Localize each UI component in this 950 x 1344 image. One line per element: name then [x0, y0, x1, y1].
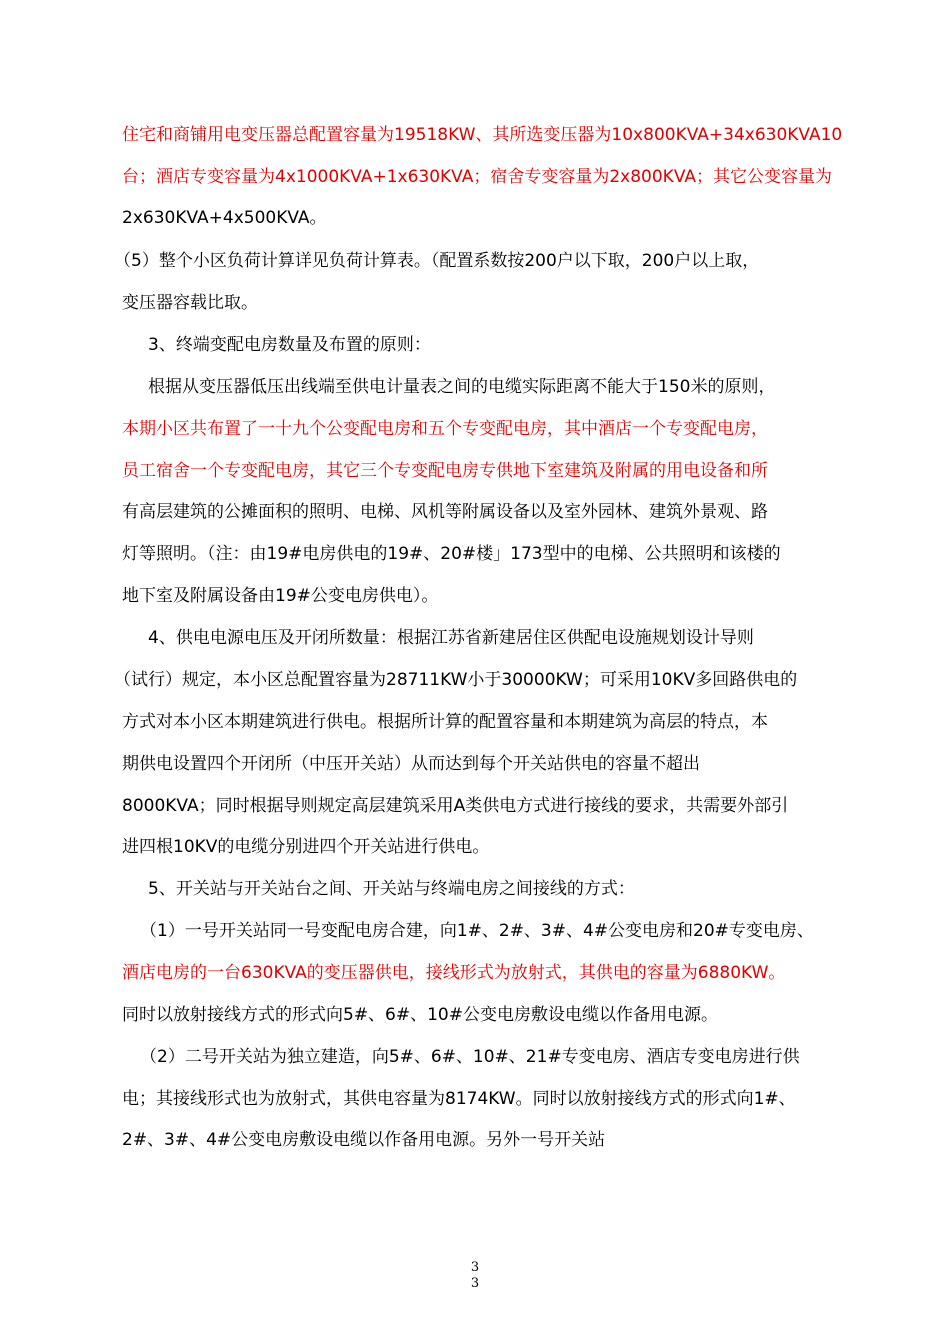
- text-line: 2x630KVA+4x500KVA。: [122, 208, 327, 228]
- text-line: （1）一号开关站同一号变配电房合建，向1#、2#、3#、4#公变电房和20#专变电房、: [140, 921, 814, 941]
- section-heading: 3、终端变配电房数量及布置的原则：: [148, 335, 431, 355]
- text-line: 根据从变压器低压出线端至供电计量表之间的电缆实际距离不能大于150米的原则，: [148, 377, 776, 397]
- text-line: 2#、3#、4#公变电房敷设电缆以作备用电源。另外一号开关站: [122, 1130, 606, 1150]
- page-number: 3: [470, 1260, 480, 1275]
- text-line: 员工宿舍一个专变配电房，其它三个专变配电房专供地下室建筑及附属的用电设备和所: [122, 461, 768, 481]
- section-heading: 5、开关站与开关站台之间、开关站与终端电房之间接线的方式：: [148, 879, 635, 899]
- text-line: 8000KVA；同时根据导则规定高层建筑采用A类供电方式进行接线的要求，共需要外部引: [122, 796, 789, 816]
- text-line: （试行）规定，本小区总配置容量为28711KW小于30000KW；可采用10KV多回路供电的: [114, 670, 798, 690]
- text-line: 本期小区共布置了一十九个公变配电房和五个专变配电房，其中酒店一个专变配电房，: [122, 419, 768, 439]
- text-line: 酒店电房的一台630KVA的变压器供电，接线形式为放射式，其供电的容量为6880KW。: [122, 963, 786, 983]
- text-line: 住宅和商铺用电变压器总配置容量为19518KW、其所选变压器为10x800KVA+34x630KVA10: [122, 125, 843, 145]
- text-line: 方式对本小区本期建筑进行供电。根据所计算的配置容量和本期建筑为高层的特点，本: [122, 712, 768, 732]
- text-line: 台；酒店专变容量为4x1000KVA+1x630KVA；宿舍专变容量为2x800KVA；其它公变容量为: [122, 167, 832, 187]
- text-line: 期供电设置四个开闭所（中压开关站）从而达到每个开关站供电的容量不超出: [122, 754, 700, 774]
- text-line: 灯等照明。（注：由19#电房供电的19#、20#楼」173型中的电梯、公共照明和该楼的: [122, 544, 781, 564]
- text-line: （5）整个小区负荷计算详见负荷计算表。（配置系数按200户以下取，200户以上取，: [114, 251, 760, 271]
- text-line: （2）二号开关站为独立建造，向5#、6#、10#、21#专变电房、酒店专变电房进行供: [140, 1047, 800, 1067]
- text-line: 电；其接线形式也为放射式，其供电容量为8174KW。同时以放射接线方式的形式向1#、: [122, 1089, 796, 1109]
- page-number: 3: [470, 1276, 480, 1291]
- text-line: 变压器容载比取。: [122, 293, 258, 313]
- section-heading: 4、供电电源电压及开闭所数量：根据江苏省新建居住区供配电设施规划设计导则: [148, 628, 754, 648]
- text-line: 同时以放射接线方式的形式向5#、6#、10#公变电房敷设电缆以作备用电源。: [122, 1005, 718, 1025]
- text-line: 地下室及附属设备由19#公变电房供电）。: [122, 586, 439, 606]
- text-line: 进四根10KV的电缆分别进四个开关站进行供电。: [122, 837, 490, 857]
- text-line: 有高层建筑的公摊面积的照明、电梯、风机等附属设备以及室外园林、建筑外景观、路: [122, 502, 768, 522]
